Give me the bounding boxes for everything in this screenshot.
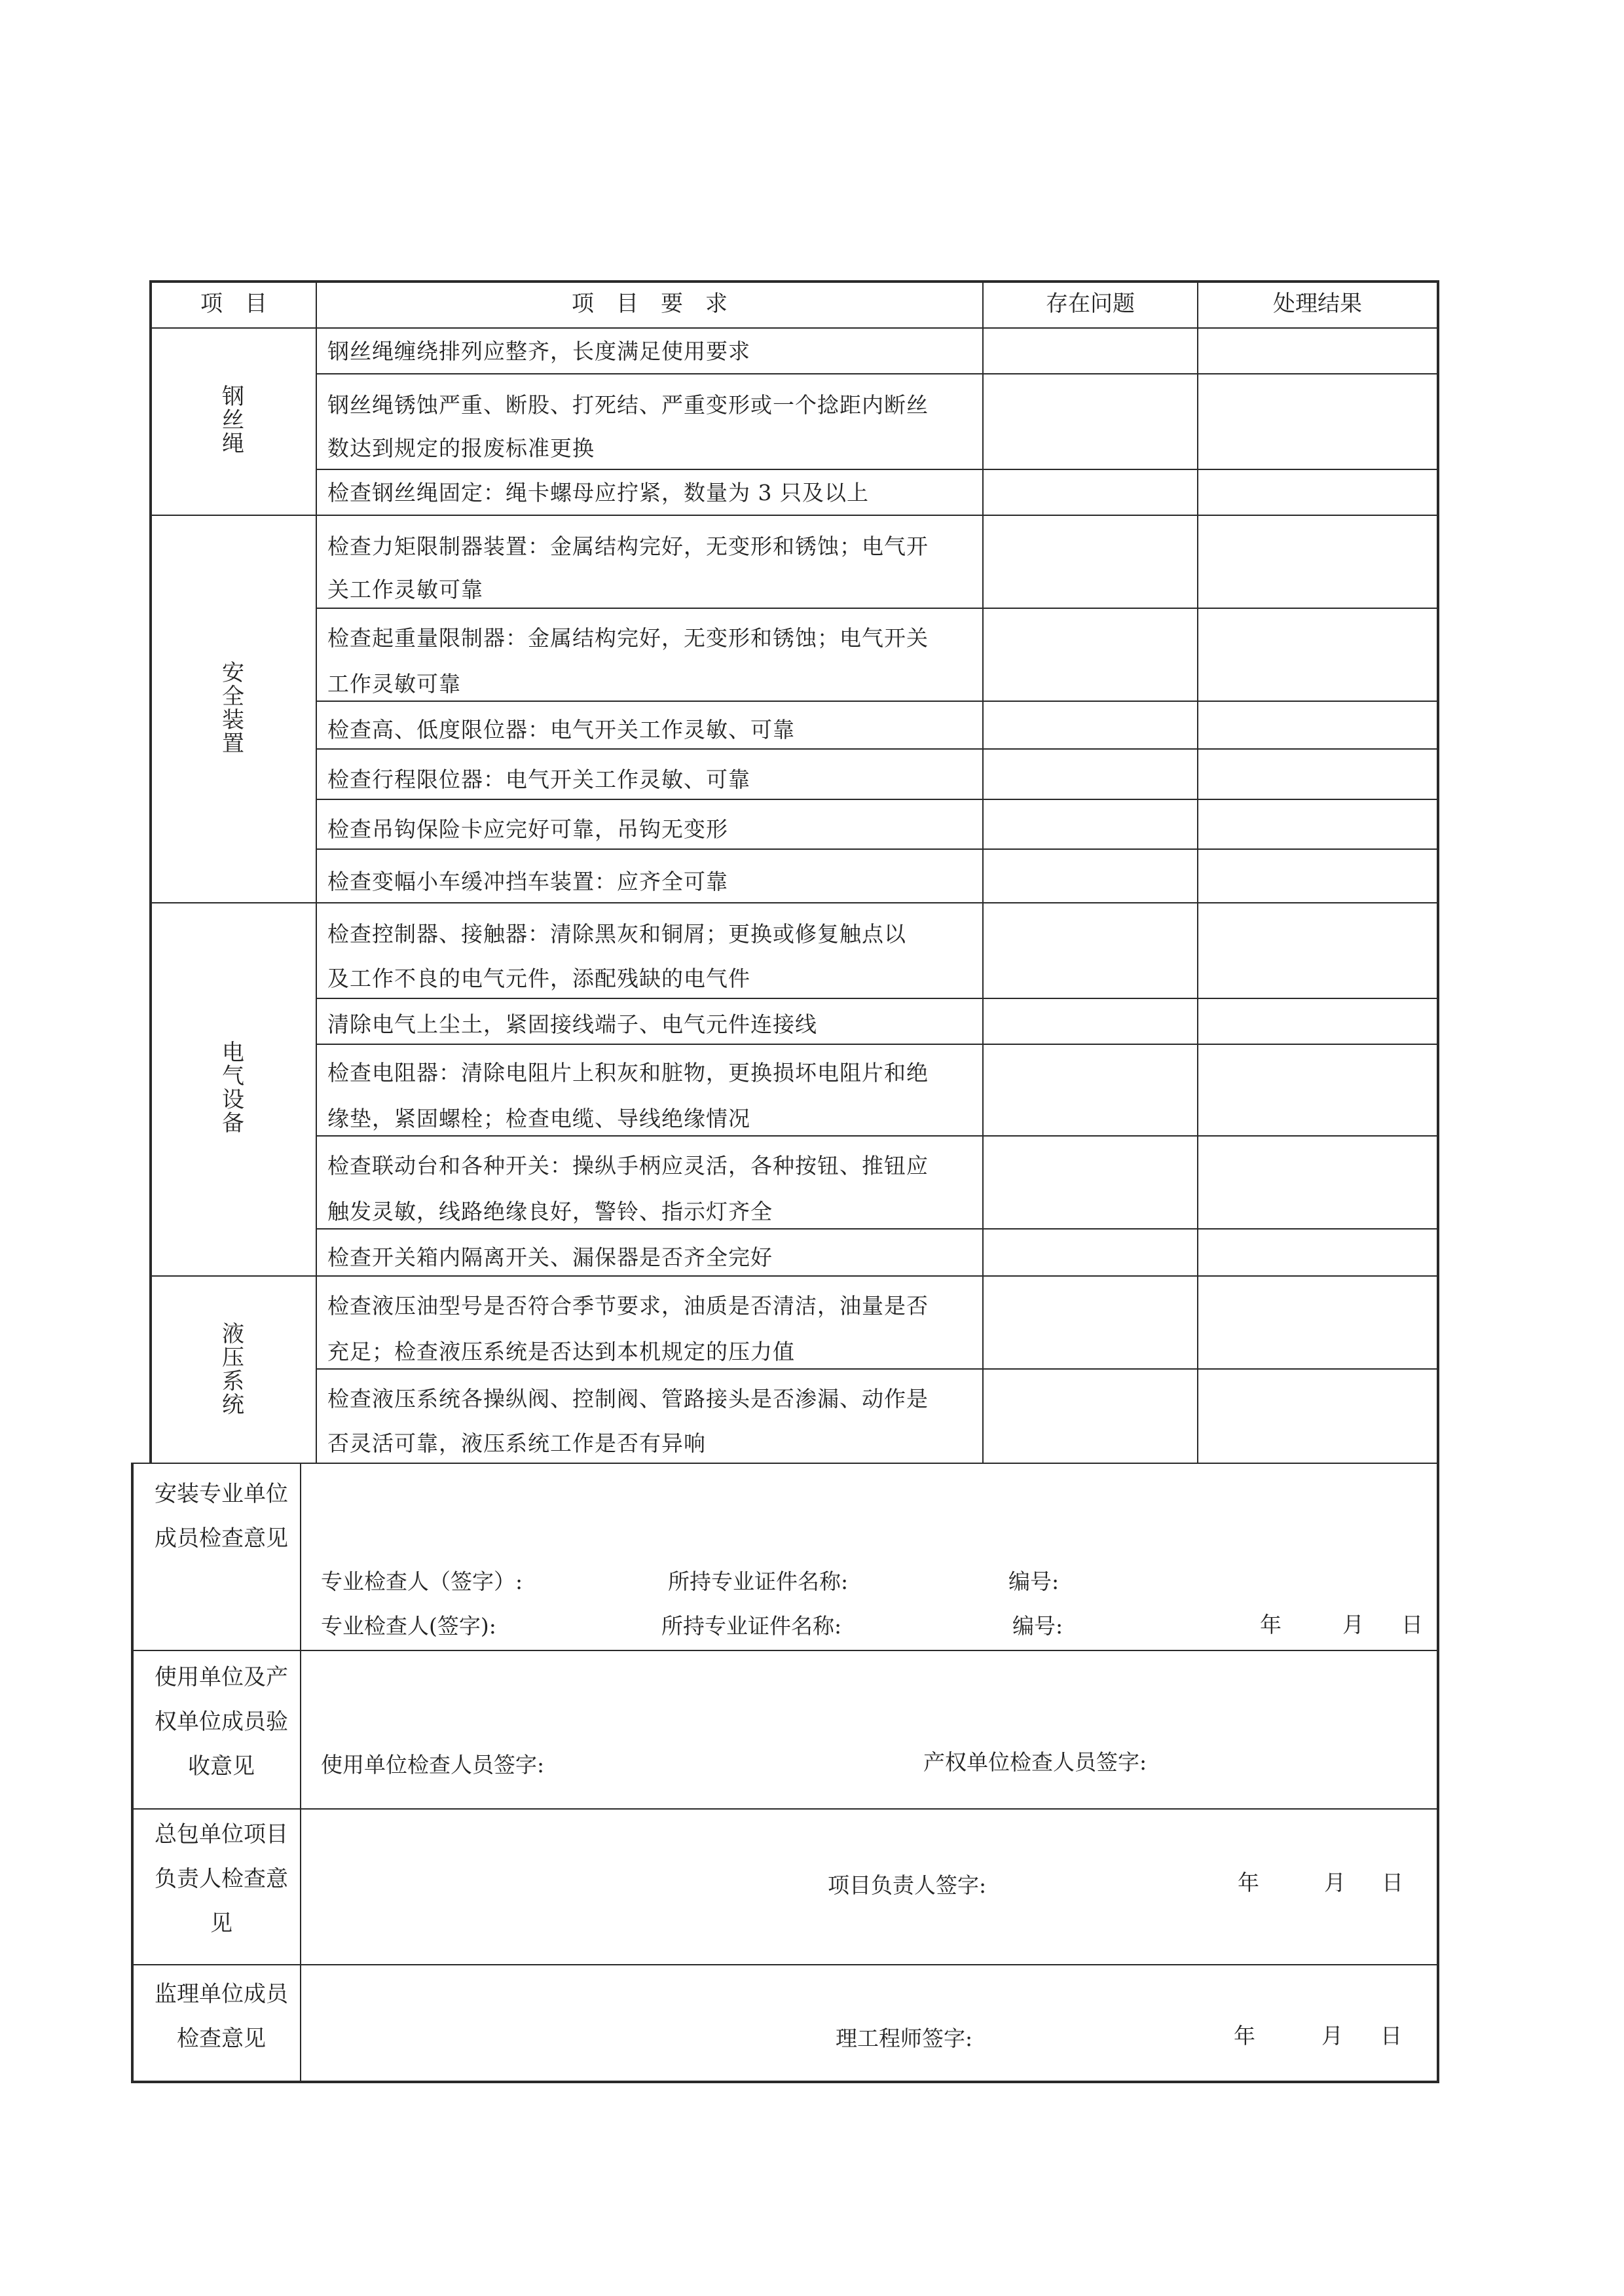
- install-number-1: 编号:: [1008, 1569, 1060, 1594]
- install-cert-1: 所持专业证件名称:: [668, 1569, 849, 1594]
- install-number-2: 编号:: [1012, 1613, 1063, 1639]
- table-border-bottom: [131, 2081, 1439, 2083]
- requirement-text: 检查高、低度限位器：电气开关工作灵敏、可靠: [327, 717, 795, 742]
- general-date-month: 月: [1324, 1870, 1346, 1895]
- user-unit-sign: 使用单位检查人员签字:: [321, 1752, 545, 1777]
- supervision-date-month: 月: [1321, 2023, 1343, 2049]
- row-divider: [317, 848, 1438, 850]
- row-divider: [317, 469, 1438, 470]
- divider-issue-col: [982, 280, 984, 1464]
- row-divider: [317, 1368, 1438, 1370]
- requirement-text: 钢丝绳锈蚀严重、断股、打死结、严重变形或一个捻距内断丝: [327, 392, 929, 418]
- supervision-date-day: 日: [1380, 2023, 1402, 2049]
- requirement-text: 钢丝绳缠绕排列应整齐，长度满足使用要求: [327, 338, 750, 364]
- requirement-text: 检查行程限位器：电气开关工作灵敏、可靠: [327, 767, 750, 792]
- row-divider: [317, 373, 1438, 374]
- section-divider: [131, 1964, 1438, 1965]
- requirement-text: 及工作不良的电气元件，添配残缺的电气件: [327, 966, 750, 991]
- general-date-year: 年: [1238, 1870, 1259, 1895]
- row-divider: [151, 327, 1438, 329]
- install-cert-2: 所持专业证件名称:: [661, 1613, 842, 1639]
- opinion-label-install: 安装专业单位成员检查意见: [155, 1481, 288, 1552]
- section-divider: [151, 515, 1438, 516]
- install-inspector-2: 专业检查人(签字):: [321, 1613, 496, 1639]
- requirement-text: 检查电阻器：清除电阻片上积灰和脏物，更换损坏电阻片和绝: [327, 1060, 929, 1085]
- category-wire-rope: 钢丝绳: [222, 384, 244, 457]
- requirement-text: 检查钢丝绳固定：绳卡螺母应拧紧，数量为 3 只及以上: [327, 480, 869, 505]
- table-border-left-lower: [131, 1463, 134, 2083]
- row-divider: [317, 701, 1438, 702]
- requirement-text: 检查开关箱内隔离开关、漏保器是否齐全完好: [327, 1245, 773, 1270]
- header-item: 项 目: [200, 291, 267, 317]
- row-divider: [317, 799, 1438, 800]
- requirement-text: 工作灵敏可靠: [327, 671, 461, 697]
- category-safety-device: 安全装置: [222, 660, 244, 757]
- requirement-text: 检查起重量限制器：金属结构完好，无变形和锈蚀；电气开关: [327, 625, 929, 651]
- project-leader-sign: 项目负责人签字:: [828, 1872, 987, 1898]
- section-divider: [131, 1463, 1438, 1464]
- row-divider: [317, 1135, 1438, 1137]
- category-hydraulic: 液压系统: [222, 1321, 244, 1418]
- requirement-text: 缘垫，紧固螺栓；检查电缆、导线绝缘情况: [327, 1106, 750, 1131]
- section-divider: [151, 1275, 1438, 1277]
- row-divider: [317, 748, 1438, 750]
- row-divider: [317, 1228, 1438, 1230]
- install-date-year: 年: [1260, 1612, 1282, 1637]
- header-result: 处理结果: [1273, 291, 1362, 317]
- requirement-text: 检查液压油型号是否符合季节要求，油质是否清洁，油量是否: [327, 1293, 929, 1319]
- requirement-text: 检查吊钩保险卡应完好可靠，吊钩无变形: [327, 816, 728, 842]
- row-divider: [317, 1044, 1438, 1045]
- requirement-text: 检查液压系统各操纵阀、控制阀、管路接头是否渗漏、动作是: [327, 1386, 929, 1412]
- row-divider: [317, 608, 1438, 609]
- opinion-label-user: 使用单位及产权单位成员验收意见: [155, 1664, 288, 1779]
- supervisor-sign: 理工程师签字:: [836, 2026, 973, 2051]
- requirement-text: 数达到规定的报废标准更换: [327, 435, 595, 461]
- table-border-top: [151, 280, 1439, 283]
- requirement-text: 检查力矩限制器装置：金属结构完好，无变形和锈蚀；电气开: [327, 534, 929, 559]
- requirement-text: 充足；检查液压系统是否达到本机规定的压力值: [327, 1339, 795, 1364]
- requirement-text: 否灵活可靠，液压系统工作是否有异响: [327, 1430, 706, 1456]
- owner-unit-sign: 产权单位检查人员签字:: [923, 1749, 1147, 1775]
- supervision-date-year: 年: [1234, 2023, 1255, 2049]
- section-divider: [131, 1808, 1438, 1810]
- category-electrical: 电气设备: [222, 1040, 244, 1137]
- table-border-right: [1437, 280, 1439, 2083]
- requirement-text: 检查变幅小车缓冲挡车装置：应齐全可靠: [327, 869, 728, 894]
- divider-result-col: [1197, 280, 1198, 1464]
- section-divider: [151, 902, 1438, 903]
- section-divider: [131, 1650, 1438, 1651]
- row-divider: [317, 998, 1438, 999]
- requirement-text: 检查控制器、接触器：清除黑灰和铜屑；更换或修复触点以: [327, 921, 906, 947]
- install-date-month: 月: [1342, 1612, 1364, 1637]
- requirement-text: 检查联动台和各种开关：操纵手柄应灵活，各种按钮、推钮应: [327, 1153, 929, 1178]
- requirement-text: 关工作灵敏可靠: [327, 577, 483, 602]
- install-date-day: 日: [1401, 1612, 1423, 1637]
- divider-opinion-col: [300, 1463, 301, 2082]
- install-inspector-1: 专业检查人（签字）:: [321, 1569, 523, 1594]
- requirement-text: 清除电气上尘土，紧固接线端子、电气元件连接线: [327, 1011, 817, 1037]
- divider-item-col: [316, 280, 317, 1464]
- general-date-day: 日: [1382, 1870, 1403, 1895]
- header-issue: 存在问题: [1046, 291, 1135, 317]
- table-border-left-upper: [149, 280, 152, 1464]
- opinion-label-supervision: 监理单位成员检查意见: [155, 1981, 288, 2052]
- opinion-label-general: 总包单位项目负责人检查意见: [155, 1821, 288, 1937]
- requirement-text: 触发灵敏，线路绝缘良好，警铃、指示灯齐全: [327, 1199, 773, 1224]
- header-requirement: 项 目 要 求: [572, 291, 728, 317]
